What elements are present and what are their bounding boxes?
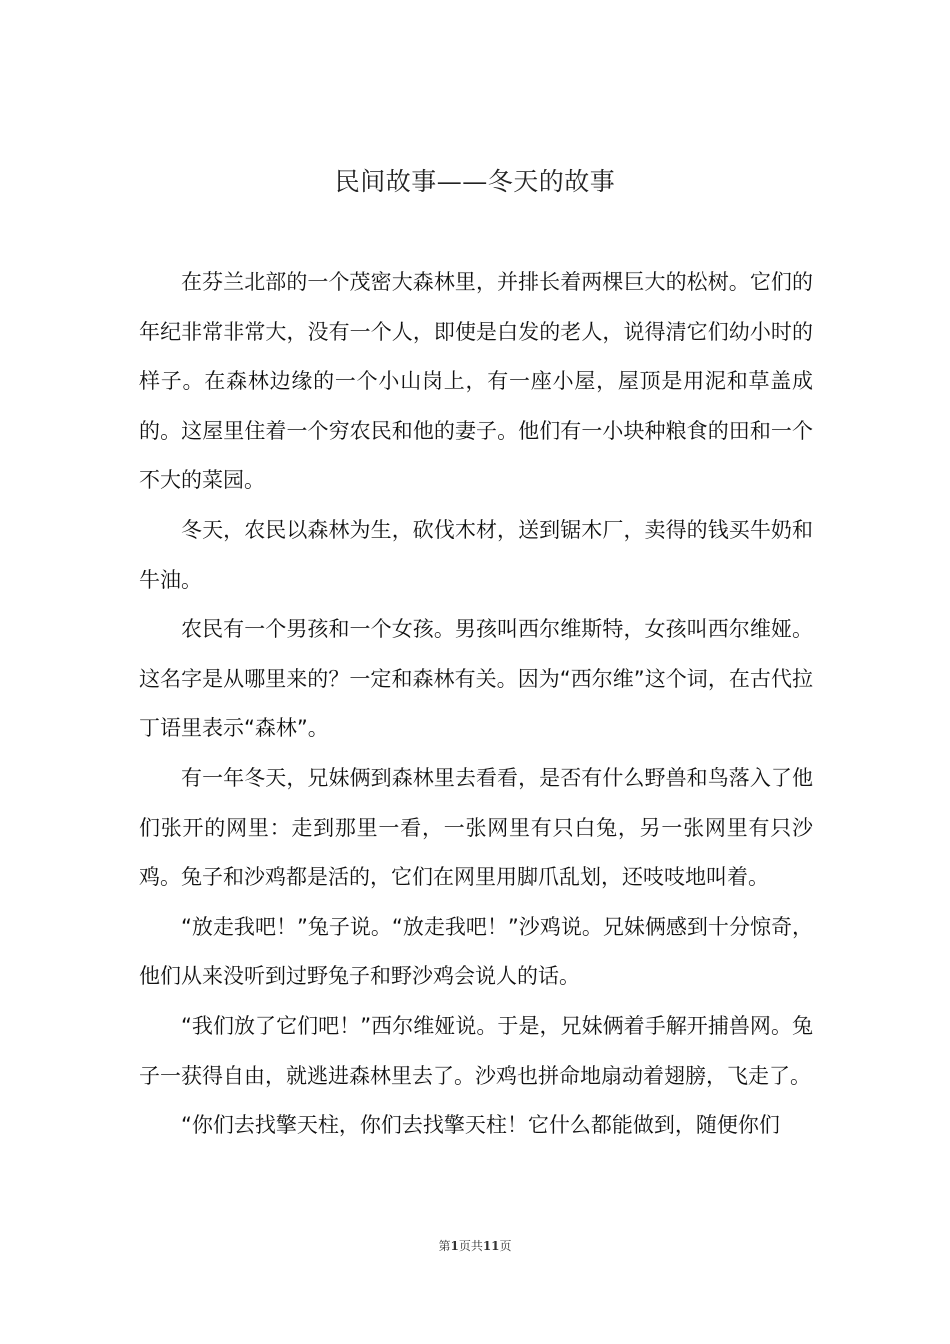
paragraph: 在芬兰北部的一个茂密大森林里，并排长着两棵巨大的松树。它们的年纪非常非常大，没有一个人，即使是白发的老人，说得清它们幼小时的样子。在森林边缘的一个小山岗上，有一座小屋，屋顶是用泥和草盖成的。这屋里住着一个穷农民和他的妻子。他们有一小块种粮食的田和一个不大的菜园。	[139, 270, 813, 493]
paragraph: 冬天，农民以森林为生，砍伐木材，送到锯木厂，卖得的钱买牛奶和牛油。	[139, 517, 813, 592]
paragraph: “你们去找擎天柱，你们去找擎天柱！它什么都能做到，随便你们	[181, 1113, 780, 1138]
paragraph: “我们放了它们吧！”西尔维娅说。于是，兄妹俩着手解开捕兽网。兔子一获得自由，就逃进森林里去了。沙鸡也拼命地扇动着翅膀，飞走了。	[139, 1013, 813, 1088]
paragraph: “放走我吧！”兔子说。“放走我吧！”沙鸡说。兄妹俩感到十分惊奇，他们从来没听到过野兔子和野沙鸡会说人的话。	[139, 914, 813, 989]
footer-prefix: 第	[438, 1239, 451, 1253]
page-footer	[0, 1238, 950, 1254]
footer-suffix: 页	[499, 1239, 512, 1253]
paragraph: 有一年冬天，兄妹俩到森林里去看看，是否有什么野兽和鸟落入了他们张开的网里：走到那里一看，一张网里有只白兔，另一张网里有只沙鸡。兔子和沙鸡都是活的，它们在网里用脚爪乱划，还吱吱地叫着。	[139, 765, 813, 890]
page-title: 民间故事——冬天的故事	[334, 167, 616, 196]
paragraph: 农民有一个男孩和一个女孩。男孩叫西尔维斯特，女孩叫西尔维娅。这名字是从哪里来的？一定和森林有关。因为“西尔维”这个词，在古代拉丁语里表示“森林”。	[139, 617, 813, 741]
current-page-number: 1	[450, 1239, 459, 1253]
document-body	[139, 258, 813, 1151]
footer-middle: 页共	[458, 1239, 483, 1253]
total-pages-number: 11	[482, 1239, 500, 1253]
